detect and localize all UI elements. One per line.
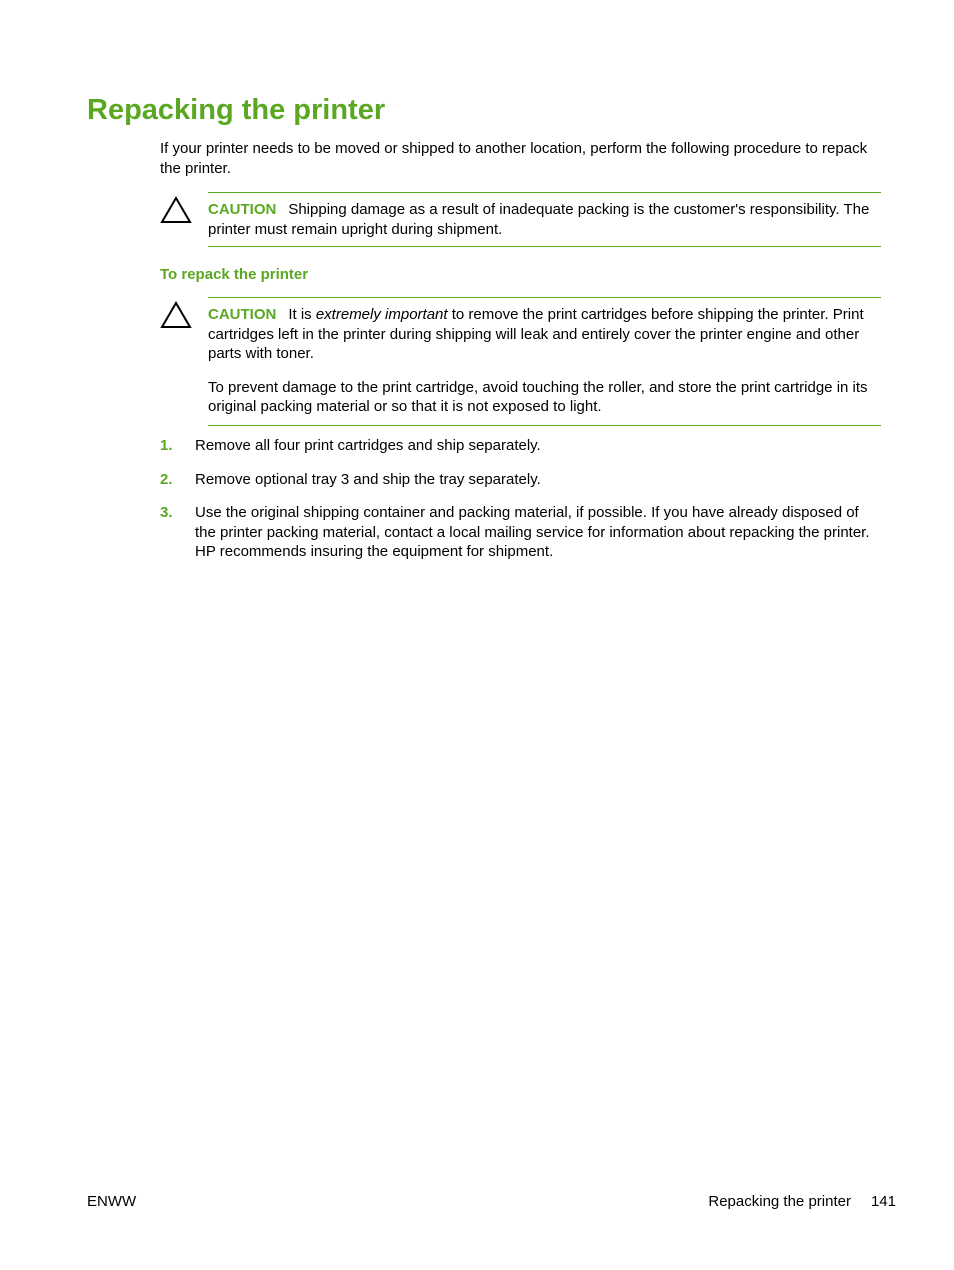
- step-number: 3.: [160, 504, 173, 521]
- step-item: [160, 503, 882, 562]
- intro-paragraph: If your printer needs to be moved or shipped to another location, perform the following procedure to repack the printer.: [160, 140, 868, 177]
- caution-emphasis: extremely important: [315, 306, 448, 323]
- caution-box-2: [208, 297, 881, 426]
- step-text: Use the original shipping container and packing material, if possible. If you have already disposed of the printer packing material, contact a local mailing service for information about repacking the printer. HP recommends insuring the equipment for shipment.: [195, 504, 870, 560]
- caution-text: Shipping damage as a result of inadequate packing is the customer's responsibility. The printer must remain upright during shipment.: [208, 201, 870, 238]
- page-title: Repacking the printer: [87, 94, 386, 126]
- warning-triangle-icon: [160, 196, 192, 224]
- page-number: 141: [870, 1193, 896, 1210]
- footer-doc-code: ENWW: [87, 1193, 137, 1210]
- step-item: [160, 470, 882, 490]
- caution-label: CAUTION: [208, 201, 277, 218]
- procedure-heading: To repack the printer: [160, 266, 309, 283]
- footer-section-title: Repacking the printer: [708, 1193, 851, 1210]
- caution-notice-2: [160, 297, 882, 423]
- step-text: Remove optional tray 3 and ship the tray separately.: [195, 470, 541, 488]
- caution-text-2: To prevent damage to the print cartridge, avoid touching the roller, and store the print cartridge in its original packing material or so that it is not exposed to light.: [208, 378, 868, 415]
- step-number: 2.: [160, 470, 173, 488]
- caution-text-before: It is: [288, 306, 316, 323]
- caution-box-1: [208, 192, 881, 247]
- caution-label: CAUTION: [208, 306, 277, 323]
- step-number: 1.: [160, 437, 173, 454]
- footer-section: [708, 1193, 896, 1210]
- warning-triangle-icon: [160, 301, 192, 329]
- caution-text-after: to remove the print cartridges before shipping the printer. Print cartridges left in the printer during shipping will leak and entirely cover the printer engine and other parts with toner.: [208, 306, 864, 362]
- step-text: Remove all four print cartridges and ship separately.: [195, 437, 541, 454]
- procedure-steps: [160, 436, 882, 576]
- caution-notice-1: [160, 192, 882, 246]
- step-item: [160, 436, 882, 456]
